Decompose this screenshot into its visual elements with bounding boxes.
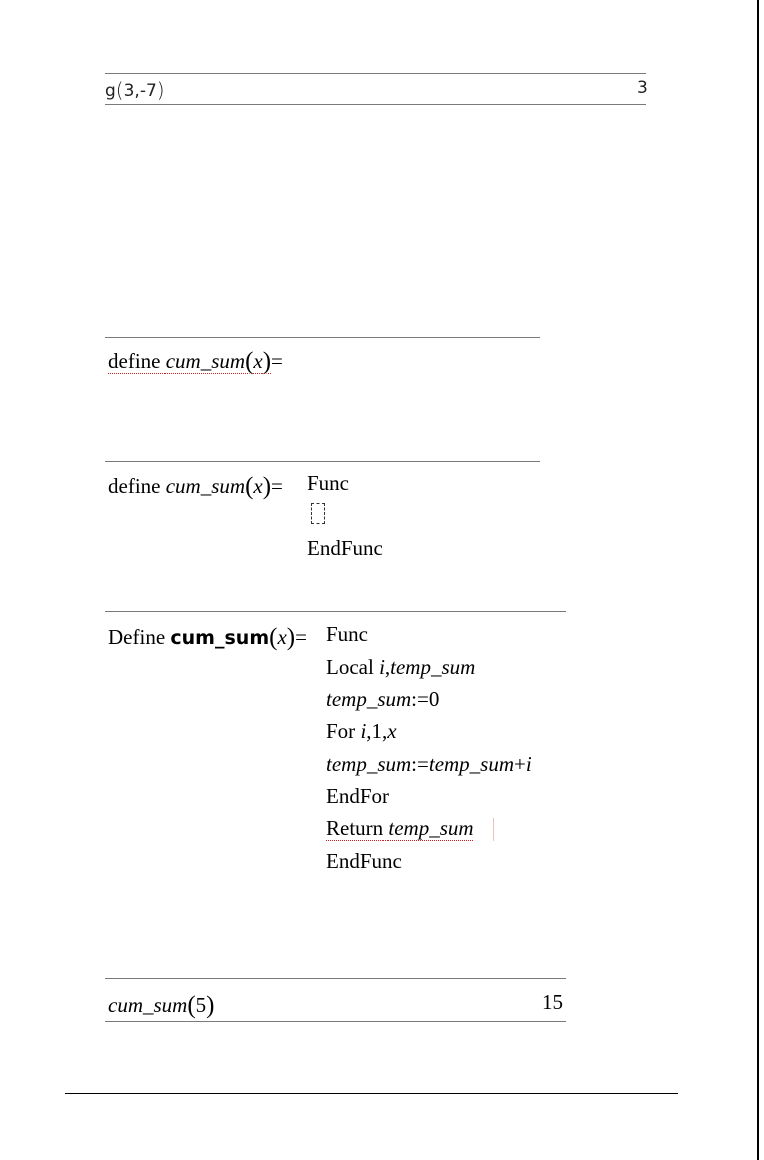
- ex4-line-return: [326, 818, 474, 839]
- ex2-equals: =: [271, 349, 283, 373]
- ex4-return-underlined: [326, 816, 474, 840]
- ex4-local-var: temp_sum: [390, 655, 476, 679]
- ex4-header: Define cum_sum(x)=: [108, 624, 307, 651]
- ex4-line-init: [326, 689, 439, 710]
- ex4-text-cursor: [493, 818, 494, 841]
- ex4-for-mid: ,1,: [366, 719, 388, 743]
- ex4-line-endfunc: EndFunc: [326, 849, 402, 873]
- ex4-line-local: Local i,temp_sum: [326, 655, 476, 679]
- ex3-empty-placeholder-box: [311, 503, 325, 524]
- ex5-expression: cum_sum(5): [108, 992, 215, 1019]
- divider-bottom-ex1: [105, 104, 646, 105]
- ex1-args: 3,-7: [123, 81, 157, 101]
- ex3-header: define cum_sum(x)=: [108, 473, 283, 500]
- ex4-return-kw: Return: [326, 816, 384, 840]
- divider-top-ex3: [105, 461, 540, 462]
- ex2-entry-underlined: define cum_sum(x): [108, 348, 272, 375]
- ex4-acc-i: i: [525, 752, 532, 776]
- divider-top-ex1: [105, 73, 646, 74]
- ex5-arg: 5: [195, 993, 207, 1017]
- ex4-for-kw: For: [326, 719, 356, 743]
- ex5-result: 15: [542, 990, 563, 1014]
- ex3-func-line: Func: [307, 471, 349, 495]
- ex3-endfunc-line: EndFunc: [307, 536, 383, 560]
- divider-top-ex2: [105, 337, 540, 338]
- ex2-expression: [108, 348, 283, 373]
- ex4-for-i: i: [360, 719, 367, 743]
- ex3-keyword: define: [108, 474, 161, 498]
- ex3-param: x: [253, 474, 263, 498]
- divider-top-ex4: [105, 611, 566, 612]
- ex3-equals: =: [271, 474, 283, 498]
- ex4-local-i: i: [379, 655, 385, 679]
- ex4-param: x: [277, 625, 287, 649]
- ex4-local-kw: Local: [326, 655, 374, 679]
- ex4-fname: cum_sum: [170, 627, 270, 649]
- ex4-acc-plus: +: [514, 752, 526, 776]
- ex4-acc-var: temp_sum: [326, 752, 412, 776]
- ex1-result: 3: [637, 78, 648, 98]
- ex4-acc-var2: temp_sum: [428, 752, 515, 776]
- ex4-init-var: temp_sum: [326, 687, 412, 711]
- divider-bottom-ex5: [105, 1021, 566, 1022]
- divider-top-ex5: [105, 978, 566, 979]
- footer-rule: [65, 1093, 678, 1094]
- page-edge-bar: [757, 0, 759, 1160]
- ex2-keyword: define: [108, 349, 161, 373]
- ex4-line-endfor: EndFor: [326, 784, 389, 808]
- ex4-acc-op: :=: [411, 752, 429, 776]
- ex1-fn: g: [105, 81, 116, 101]
- ex3-fname: cum_sum: [165, 474, 246, 498]
- ex4-return-var: temp_sum: [388, 816, 474, 840]
- ex4-keyword: Define: [108, 625, 166, 649]
- ex5-fname: cum_sum: [108, 993, 188, 1017]
- ex4-for-x: x: [387, 719, 397, 743]
- ex4-init-rest: :=0: [411, 687, 440, 711]
- ex1-expression: g(3,-7): [105, 78, 165, 102]
- ex4-line-func: Func: [326, 622, 368, 646]
- ex2-fname: cum_sum: [165, 349, 246, 373]
- ex4-line-acc: [326, 754, 532, 775]
- ex4-equals: =: [295, 625, 307, 649]
- ex2-param: x: [253, 349, 263, 373]
- ex4-line-for: [326, 721, 397, 742]
